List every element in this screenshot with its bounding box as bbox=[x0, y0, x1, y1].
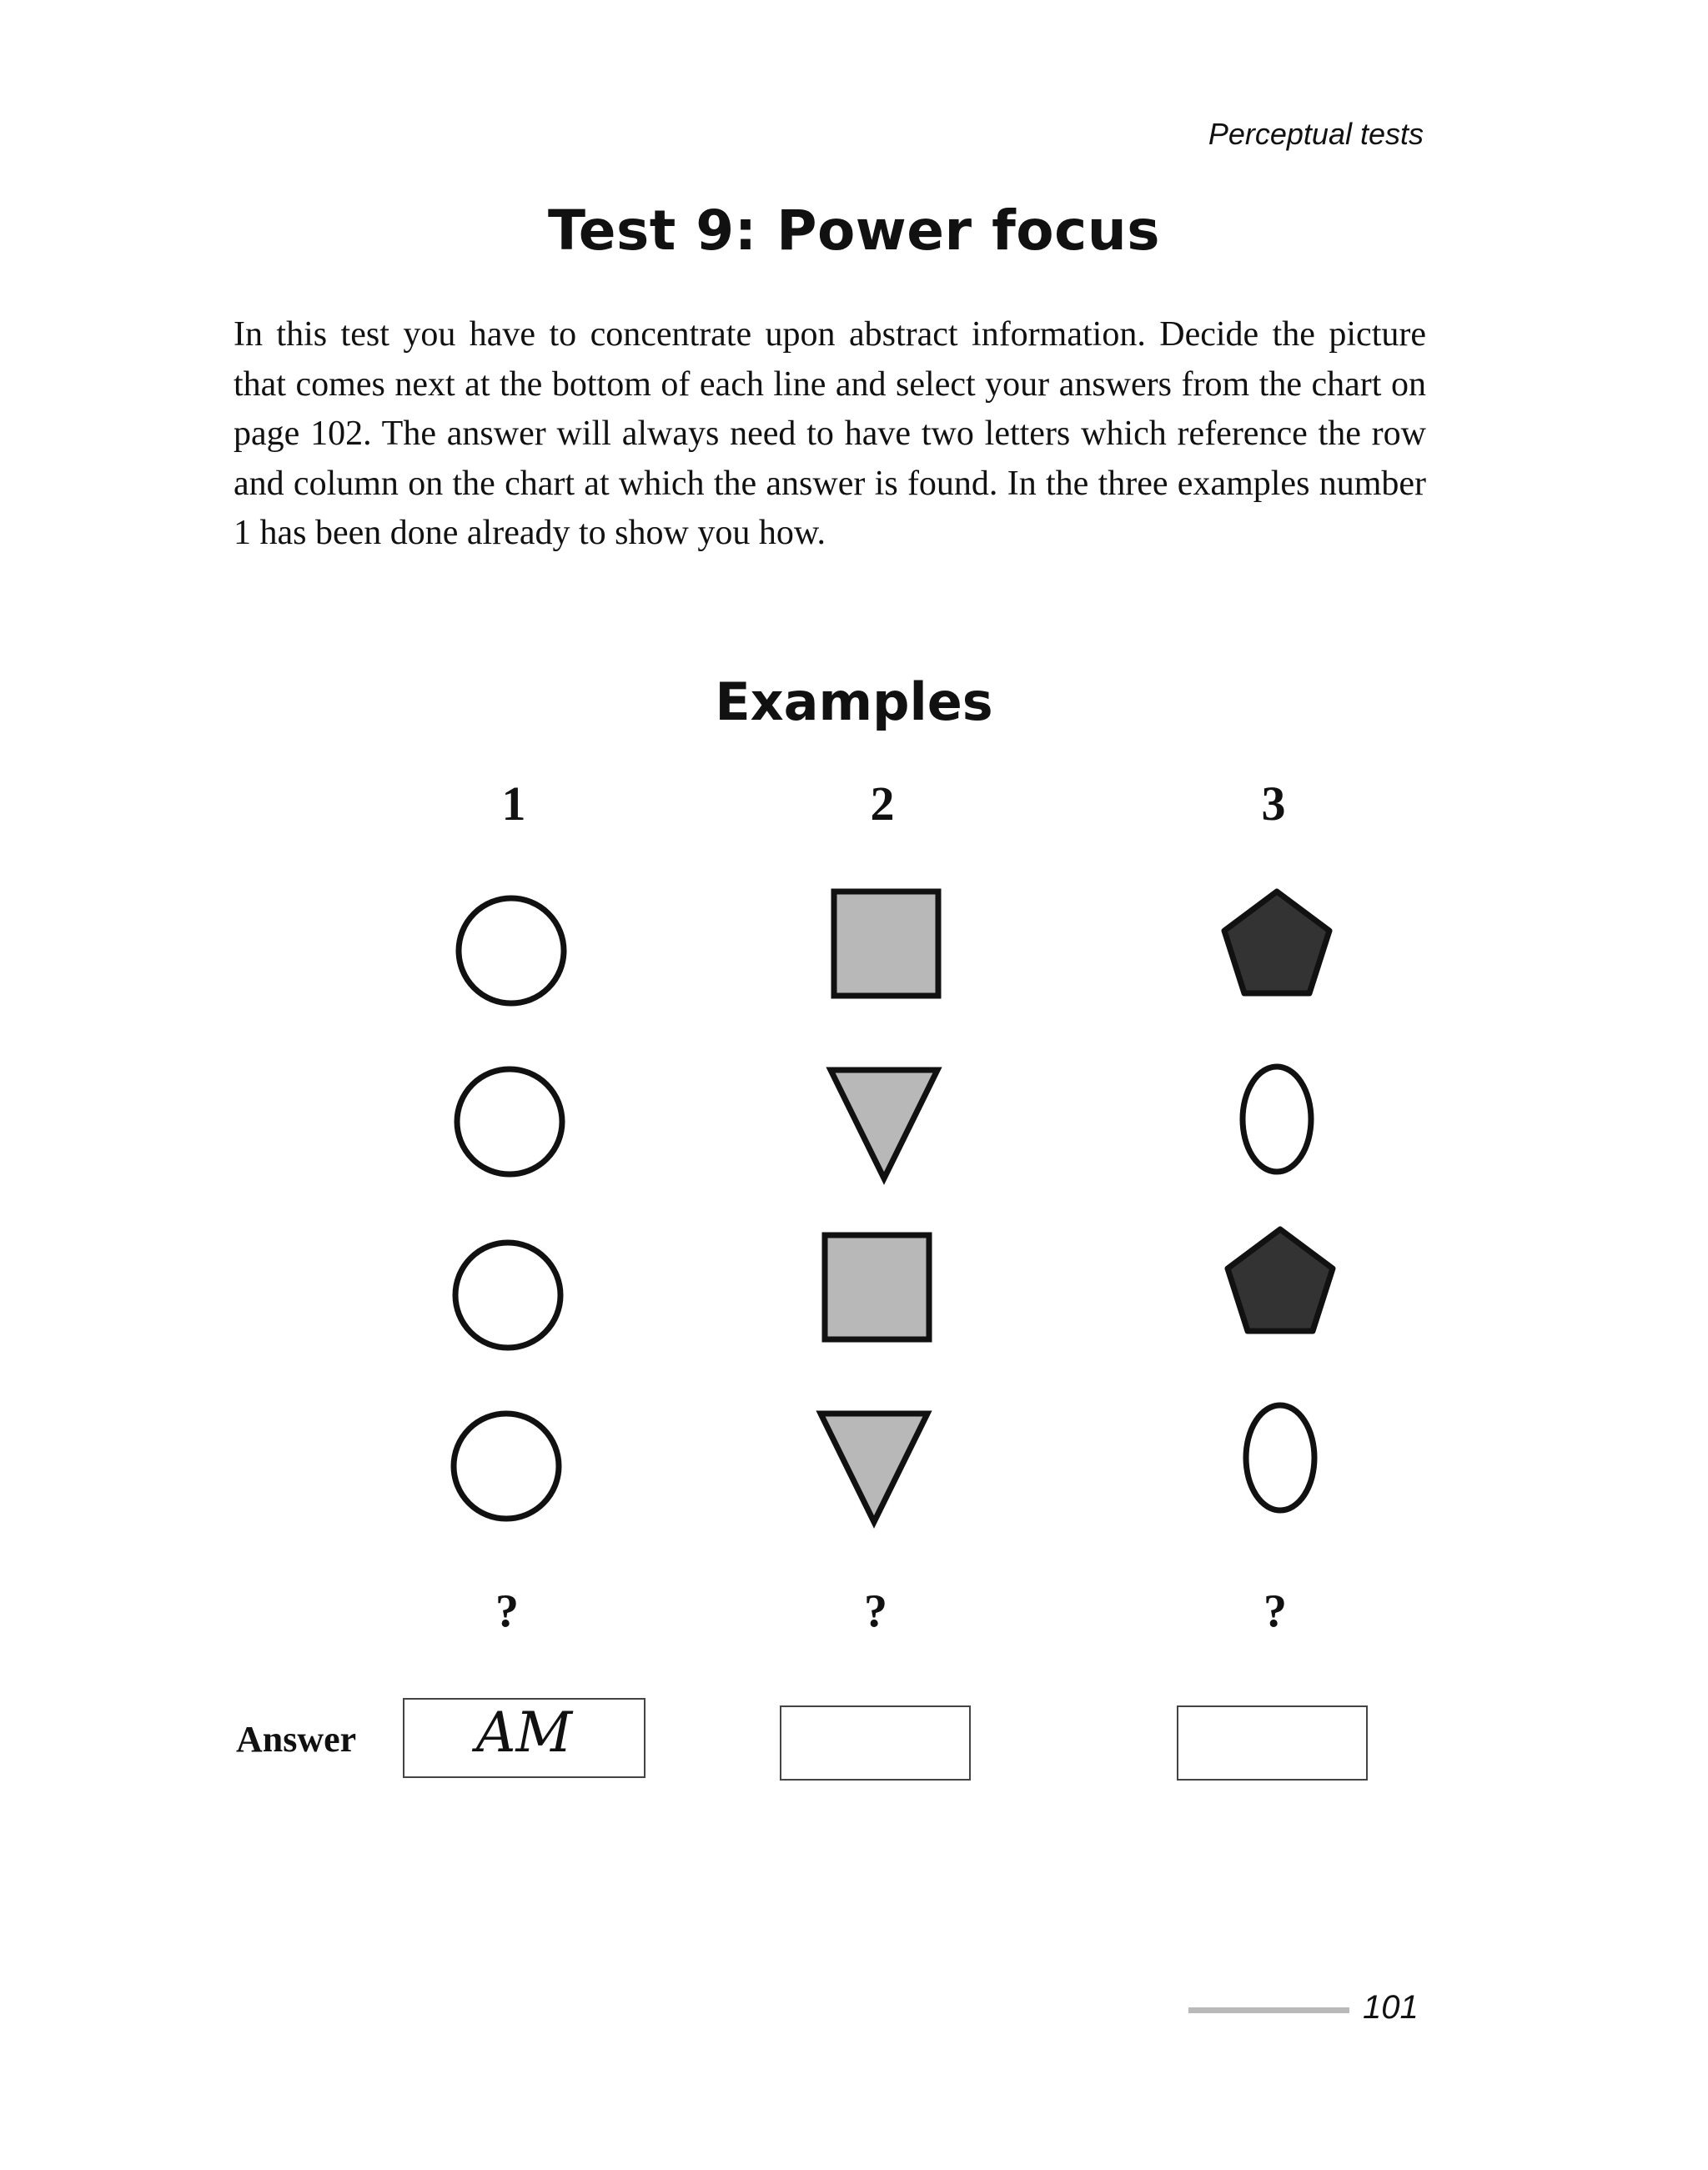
question-mark-2: ? bbox=[864, 1585, 887, 1637]
square-shape bbox=[834, 892, 938, 996]
pentagon-shape bbox=[1228, 1229, 1333, 1331]
down-triangle-shape bbox=[831, 1070, 937, 1178]
answer-box-3[interactable] bbox=[1177, 1705, 1368, 1781]
example-number-3: 3 bbox=[1261, 776, 1286, 831]
circle-shape bbox=[455, 1243, 560, 1348]
page-number: 101 bbox=[1363, 1989, 1419, 2026]
circle-shape bbox=[457, 1069, 562, 1174]
footer-rule bbox=[1188, 2007, 1349, 2013]
example-number-2: 2 bbox=[870, 776, 895, 831]
examples-heading: Examples bbox=[715, 671, 993, 732]
running-head: Perceptual tests bbox=[1208, 117, 1424, 151]
answer-text: AM bbox=[475, 1700, 573, 1765]
answer-label: Answer bbox=[236, 1719, 357, 1760]
question-mark-3: ? bbox=[1263, 1585, 1287, 1637]
question-mark-1: ? bbox=[495, 1585, 519, 1637]
ellipse-shape bbox=[1246, 1405, 1314, 1510]
circle-shape bbox=[459, 898, 564, 1003]
ellipse-shape bbox=[1243, 1067, 1311, 1172]
example-number-1: 1 bbox=[501, 776, 526, 831]
answer-box-2[interactable] bbox=[780, 1705, 971, 1781]
answer-box-1[interactable] bbox=[403, 1698, 646, 1778]
down-triangle-shape bbox=[821, 1414, 927, 1522]
square-shape bbox=[825, 1235, 929, 1339]
page-title: Test 9: Power focus bbox=[547, 198, 1161, 263]
circle-shape bbox=[454, 1414, 559, 1519]
intro-paragraph: In this test you have to concentrate upon abstract information. Decide the picture that comes next at the bottom of each line and select your answers from the chart on page 102. The answer will always need to have two letters which reference the row and column on the chart at which the answer is found. In the three examples number 1 has been done already to show you how. bbox=[234, 315, 1426, 552]
pentagon-shape bbox=[1224, 892, 1329, 993]
